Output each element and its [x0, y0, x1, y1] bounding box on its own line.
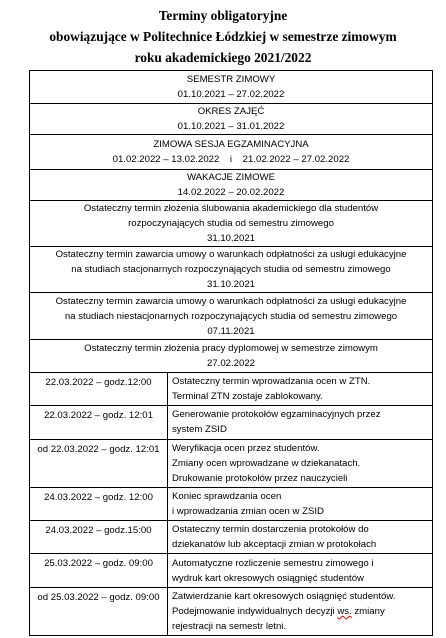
spellcheck-mark: ws. [337, 605, 352, 617]
schedule-table [29, 70, 433, 636]
session-dates-b: 21.02.2022 – 27.02.2022 [242, 153, 350, 165]
deadline-what [168, 372, 433, 405]
block-praca-dyplomowa [30, 340, 433, 372]
deadline-what [168, 439, 433, 487]
block-date: 07.11.2021 [207, 325, 255, 337]
block-slubowanie [30, 200, 433, 246]
block-text: na studiach stacjonarnych rozpoczynających studia od semestru zimowego [71, 264, 391, 275]
deadline-row [30, 521, 433, 554]
block-date: 27.02.2022 [207, 357, 256, 369]
deadline-when: od 22.03.2022 – godz. 12:01 [30, 439, 168, 487]
title-line-3: roku akademickiego 2021/2022 [134, 50, 312, 65]
block-date: 31.10.2021 [207, 232, 256, 244]
deadline-row [30, 372, 433, 405]
deadline-row [30, 405, 433, 439]
deadline-text: Weryfikacja ocen przez studentów. [172, 443, 320, 454]
deadline-row [30, 488, 433, 521]
deadline-row [30, 439, 433, 487]
session-separator: i [229, 153, 233, 165]
title-line-1: Terminy obligatoryjne [158, 8, 288, 23]
block-heading: SEMESTR ZIMOWY [186, 74, 276, 86]
block-date: 31.10.2021 [207, 279, 256, 290]
deadline-text: Koniec sprawdzania ocen [172, 491, 282, 503]
deadline-when: od 25.03.2022 – godz. 09:00 [30, 587, 168, 635]
block-text: Ostateczny termin zawarcia umowy o warunkach odpłatności za usługi edukacyjne [55, 249, 407, 260]
deadline-text: Ostateczny termin dostarczenia protokołów do [172, 524, 369, 536]
deadline-text: Podejmowanie indywidualnych decyzji ws. zmiany [172, 605, 385, 617]
block-heading: ZIMOWA SESJA EGZAMINACYJNA [153, 138, 309, 150]
block-dates: 14.02.2022 – 20.02.2022 [177, 186, 285, 198]
block-dates [34, 152, 428, 167]
block-text: rozpoczynających studia od semestru zimowego [128, 217, 334, 229]
block-wakacje [30, 169, 433, 200]
block-text: Ostateczny termin zawarcia umowy o warunkach odpłatności za usługi edukacyjne [55, 295, 407, 307]
deadline-text: Zmiany ocen wprowadzane w dziekanatach. [172, 458, 361, 469]
deadline-text: i wprowadzania zmian ocen w ZSID [172, 506, 324, 518]
block-heading: WAKACJE ZIMOWE [186, 171, 276, 183]
deadline-text: Ostateczny termin wprowadzania ocen w ZTN. [172, 375, 371, 387]
session-dates-a: 01.02.2022 – 13.02.2022 [112, 153, 220, 165]
deadline-text: dziekanatów lub akceptacji zmian w protokołach [172, 539, 377, 551]
deadline-text: Generowanie protokołów egzaminacyjnych przez [172, 409, 381, 421]
deadline-text: Automatyczne rozliczenie semestru zimowego i [172, 557, 374, 569]
deadline-when: 22.03.2022 – godz. 12:01 [30, 405, 168, 439]
deadline-what [168, 521, 433, 554]
block-dates: 01.10.2021 – 31.01.2022 [177, 121, 285, 133]
deadline-text: rejestracji na semestr letni. [172, 620, 287, 632]
deadline-row [30, 587, 433, 635]
deadline-text: system ZSID [172, 424, 227, 436]
block-heading: OKRES ZAJĘĆ [197, 106, 265, 118]
deadline-what [168, 554, 433, 587]
deadline-text: Drukowanie protokołów przez nauczycieli [172, 473, 348, 484]
block-sesja [30, 135, 433, 169]
block-text: Ostateczny termin złożenia ślubowania akademickiego dla studentów [83, 202, 379, 214]
block-text: na studiach niestacjonarnych rozpoczynających studia od semestru zimowego [64, 310, 398, 322]
block-umowa-stacjonarne [30, 246, 433, 292]
block-semestr [30, 71, 433, 104]
deadline-text: Zatwierdzanie kart okresowych osiągnięć studentów. [172, 590, 396, 602]
deadline-when: 25.03.2022 – godz. 09:00 [30, 554, 168, 587]
block-umowa-niestacjonarne [30, 293, 433, 340]
deadline-what [168, 488, 433, 521]
deadline-what [168, 405, 433, 439]
title-line-2: obowiązujące w Politechnice Łódzkiej w semestrze zimowym [49, 29, 397, 44]
deadline-what [168, 587, 433, 635]
block-dates: 01.10.2021 – 27.02.2022 [177, 89, 285, 101]
deadline-when: 24.03.2022 – godz. 12:00 [30, 488, 168, 521]
deadline-text: Terminal ZTN zostaje zablokowany. [172, 390, 323, 402]
deadline-row [30, 554, 433, 587]
block-okres-zajec [30, 104, 433, 135]
deadline-when: 24.03.2022 – godz.15:00 [30, 521, 168, 554]
block-text: Ostateczny termin złożenia pracy dyplomowej w semestrze zimowym [84, 342, 378, 354]
deadline-text: wydruk kart okresowych osiągnięć studentów [172, 572, 364, 584]
deadline-when: 22.03.2022 – godz.12:00 [30, 372, 168, 405]
document-title [0, 5, 446, 68]
